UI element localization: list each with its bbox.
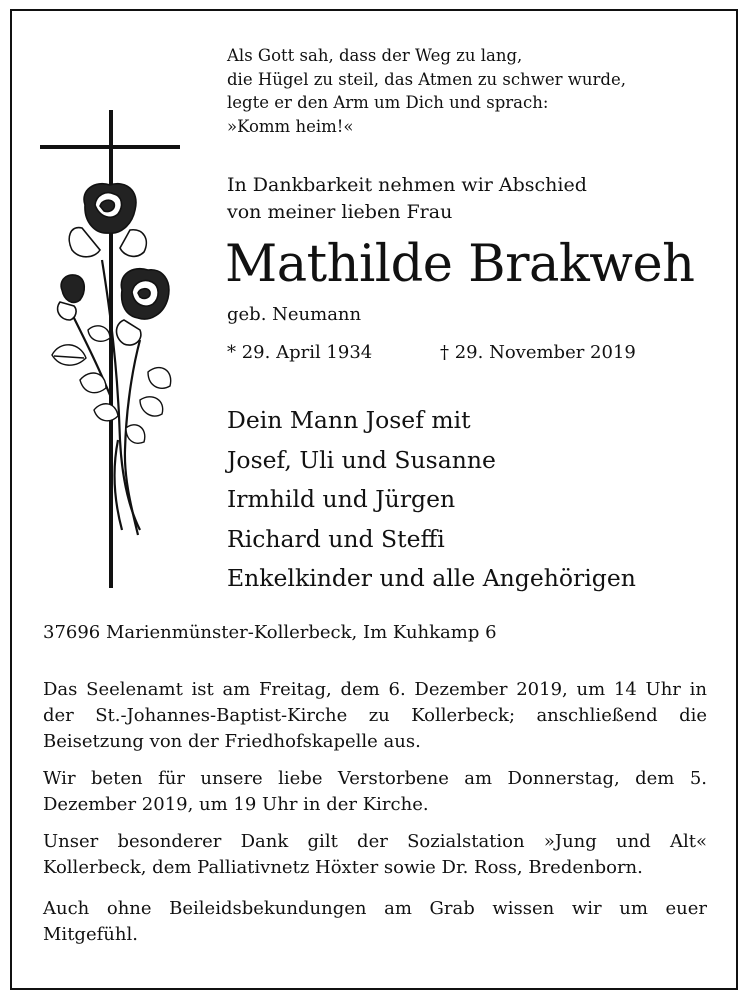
address: 37696 Marienmünster-Kollerbeck, Im Kuhkamp 6 <box>43 622 497 643</box>
birth-date: * 29. April 1934 <box>227 342 373 363</box>
mourner-line: Josef, Uli und Susanne <box>227 445 496 474</box>
mourner-line: Richard und Steffi <box>227 524 445 553</box>
poem-line: Als Gott sah, dass der Weg zu lang, <box>227 46 523 65</box>
intro-text <box>227 172 587 226</box>
death-date: † 29. November 2019 <box>440 342 636 363</box>
prayer-paragraph: Wir beten für unsere liebe Verstorbene am Donnerstag, dem 5. Dezember 2019, um 19 Uhr in der Kirche. <box>43 768 707 815</box>
condolence-paragraph: Auch ohne Beileidsbekundungen am Grab wissen wir um euer Mitgefühl. <box>43 898 707 945</box>
mourner-line: Enkelkinder und alle Angehörigen <box>227 564 636 592</box>
poem-line: die Hügel zu steil, das Atmen zu schwer wurde, <box>227 69 626 89</box>
thanks-paragraph: Unser besonderer Dank gilt der Sozialstation »Jung und Alt« Kollerbeck, dem Palliativnetz Höxter sowie Dr. Ross, Bredenborn. <box>43 831 707 878</box>
intro-line: von meiner lieben Frau <box>227 201 453 223</box>
poem-line: legte er den Arm um Dich und sprach: <box>227 93 549 112</box>
poem-line: »Komm heim!« <box>227 116 354 136</box>
funeral-service-paragraph: Das Seelenamt ist am Freitag, dem 6. Dezember 2019, um 14 Uhr in der St.-Johannes-Baptist-Kirche zu Kollerbeck; anschließend die Beisetzung von der Friedhofskapelle aus. <box>43 679 707 752</box>
poem <box>227 44 626 138</box>
mourner-line: Irmhild und Jürgen <box>227 485 456 513</box>
mourner-line: Dein Mann Josef mit <box>227 406 471 434</box>
deceased-name: Mathilde Brakweh <box>225 235 695 294</box>
cross-with-roses-icon <box>40 110 190 595</box>
intro-line: In Dankbarkeit nehmen wir Abschied <box>227 174 587 196</box>
mourners-list <box>227 401 636 599</box>
maiden-name: geb. Neumann <box>227 304 362 325</box>
